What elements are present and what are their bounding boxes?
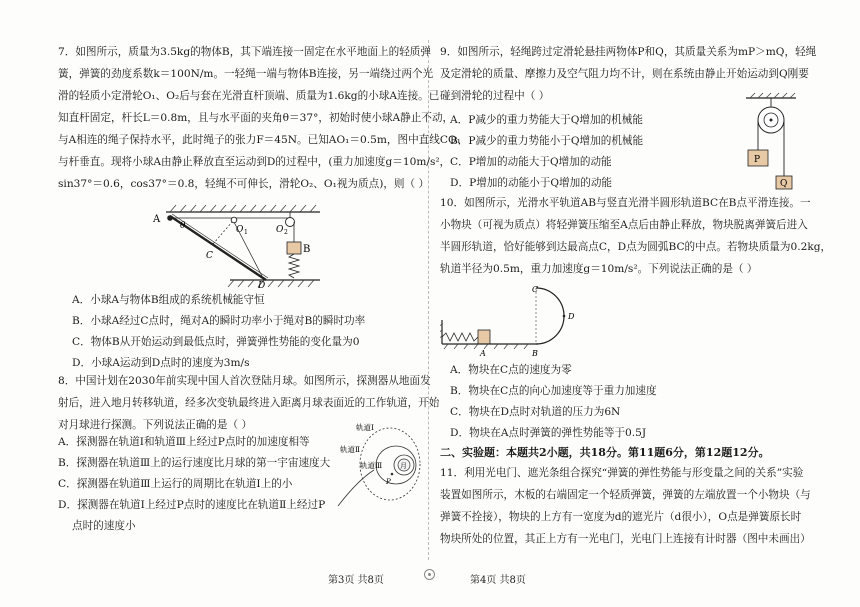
q10-line: 小物块（可视为质点）将轻弹簧压缩至A点后由静止释放，物块脱离弹簧后进入 [440, 219, 808, 231]
q10-option-c: C．物块在D点时对轨道的压力为6N [450, 406, 621, 418]
q7-line: 知直杆固定，杆长L＝0.8m，且与水平面的夹角θ＝37°，初始时使小球A静止不动， [58, 112, 454, 124]
q9-option-d: D．P增加的动能小于Q增加的动能 [450, 177, 613, 189]
q11-line: 装置如图所示，木板的右端固定一个轻质弹簧，弹簧的左端放置一个小物块（与 [440, 489, 811, 501]
q9-line: 及定滑轮的质量、摩擦力及空气阻力均不计，则在系统由静止开始运动到Q刚要 [440, 68, 809, 80]
q7-label-o1-sub: 1 [244, 229, 248, 236]
q7-line: 簧，弹簧的劲度系数k＝100N/m。一轻绳一端与物体B连接，另一端绕过两个光 [58, 68, 434, 80]
q8-option-d: D．探测器在轨道Ⅰ上经过P点时的速度比在轨道Ⅱ上经过P [58, 499, 326, 511]
q7-line: sin37°＝0.6，cos37°＝0.8，轻绳不可伸长，滑轮O₂、O₁视为质点)，则（ ） [58, 178, 430, 190]
q7-line: 与杆垂直。现将小球A由静止释放直至运动到D的过程中，(重力加速度g＝10m/s²， [58, 156, 451, 168]
q9-option-a: A．P减少的重力势能大于Q增加的机械能 [450, 114, 643, 126]
q10-option-b: B．物块在C点的向心加速度等于重力加速度 [450, 385, 657, 397]
q11-line: 物块所处的位置，其正上方有一光电门，光电门上连接有计时器（图中未画出） [440, 533, 811, 545]
q8-label-p: P [386, 478, 391, 486]
q7-line: 滑的轻质小定滑轮O₁、O₂后与套在光滑直杆顶端、质量为1.6kg的小球A连接。已 [58, 90, 440, 102]
q7-line: 7．如图所示，质量为3.5kg的物体B，其下端连接一固定在水平地面上的轻质弹 [58, 46, 431, 58]
q9-label-p: P [754, 155, 761, 165]
q7-label-a: A [153, 214, 161, 225]
q7-option-a: A．小球A与物体B组成的系统机械能守恒 [72, 294, 265, 306]
q7-label-d: D [258, 281, 266, 288]
q10-option-a: A．物块在C点的速度为零 [450, 364, 572, 376]
q8-label-orbit2: 轨道Ⅱ [340, 445, 361, 454]
q7-label-theta: θ [180, 221, 186, 231]
q7-label-o1: O [236, 225, 244, 235]
footer-right-page: 第4页 共8页 [470, 575, 526, 586]
q10-label-c: C [532, 285, 539, 294]
q9-figure [740, 92, 802, 192]
q7-figure [150, 200, 350, 288]
q11-line: 弹簧不拴接），物块的上方有一宽度为d的遮光片（d很小），O点是弹簧原长时 [440, 511, 802, 523]
right-column [440, 0, 832, 560]
q8-figure [334, 418, 424, 510]
q9-line: 9．如图所示，轻绳跨过定滑轮悬挂两物体P和Q，其质量关系为mP＞mQ，轻绳 [440, 46, 817, 58]
q10-line: 轨道半径为0.5m，重力加速度g＝10m/s²。下列说法正确的是（ ） [440, 263, 758, 275]
q10-option-d: D．物块在A点时弹簧的弹性势能等于0.5J [450, 427, 647, 439]
q8-line: 8．中国计划在2030年前实现中国人首次登陆月球。如图所示，探测器从地面发 [58, 375, 431, 387]
q10-label-b: B [532, 349, 538, 358]
q8-option-d-cont: 点时的速度小 [72, 520, 136, 532]
q7-label-o2: O [276, 225, 284, 235]
q8-line: 射后，进入地月转移轨道，经多次变轨最终进入距离月球表面近的工作轨道，开始 [58, 397, 440, 409]
q10-line: 半圆形轨道，恰好能够到达最高点C，D点为圆弧BC的中点。若物块质量为0.2kg， [440, 241, 832, 253]
q7-label-c: C [206, 251, 213, 261]
q9-option-b: B．P减少的重力势能小于Q增加的机械能 [450, 135, 644, 147]
section-2-heading: 二、实验题：本题共2小题，共18分。第11题6分，第12题12分。 [440, 446, 770, 459]
q8-option-a: A．探测器在轨道Ⅰ和轨道Ⅲ上经过P点时的加速度相等 [58, 436, 310, 448]
q8-option-b: B．探测器在轨道Ⅲ上的运行速度比月球的第一宇宙速度大 [58, 457, 331, 469]
q9-label-q: Q [780, 179, 788, 189]
q7-label-o2-sub: 2 [284, 229, 288, 236]
q10-line: 10．如图所示，光滑水平轨道AB与竖直光滑半圆形轨道BC在B点平滑连接。一 [440, 197, 811, 209]
q10-label-d: D [568, 312, 575, 321]
q7-option-c: C．物体B从开始运动到最低点时，弹簧弹性势能的变化量为0 [72, 336, 360, 348]
q11-line: 11．利用光电门、遮光条组合探究“弹簧的弹性势能与形变量之间的关系”实验 [440, 467, 804, 479]
footer-left-page: 第3页 共8页 [328, 575, 384, 586]
q8-label-moon: 月 [400, 462, 407, 470]
q9-option-c: C．P增加的动能大于Q增加的动能 [450, 156, 612, 168]
q7-option-b: B．小球A经过C点时，绳对A的瞬时功率小于绳对B的瞬时功率 [72, 315, 366, 327]
q11-stem [440, 462, 811, 550]
q7-line: 与A相连的绳子保持水平，此时绳子的张力F＝45N。已知AO₁＝0.5m，图中直线CO₁ [58, 134, 461, 146]
q10-figure [440, 284, 590, 358]
binding-hole-icon [424, 569, 435, 580]
q10-label-a: A [480, 349, 486, 358]
q10-stem [440, 192, 832, 280]
q8-label-orbit3: 轨道Ⅲ [360, 461, 383, 470]
q9-line: 碰到滑轮的过程中（ ） [440, 90, 550, 102]
q7-option-d: D．小球A运动到D点时的速度为3m/s [72, 357, 250, 369]
q7-stem [58, 41, 461, 195]
q8-option-c: C．探测器在轨道Ⅲ上运行的周期比在轨道Ⅰ上的小 [58, 478, 293, 490]
q8-label-orbit1: 轨道Ⅰ [356, 423, 374, 432]
q8-line: 对月球进行探测。下列说法正确的是（ ） [58, 419, 253, 431]
q7-label-b: B [303, 244, 311, 255]
left-column [58, 0, 461, 560]
